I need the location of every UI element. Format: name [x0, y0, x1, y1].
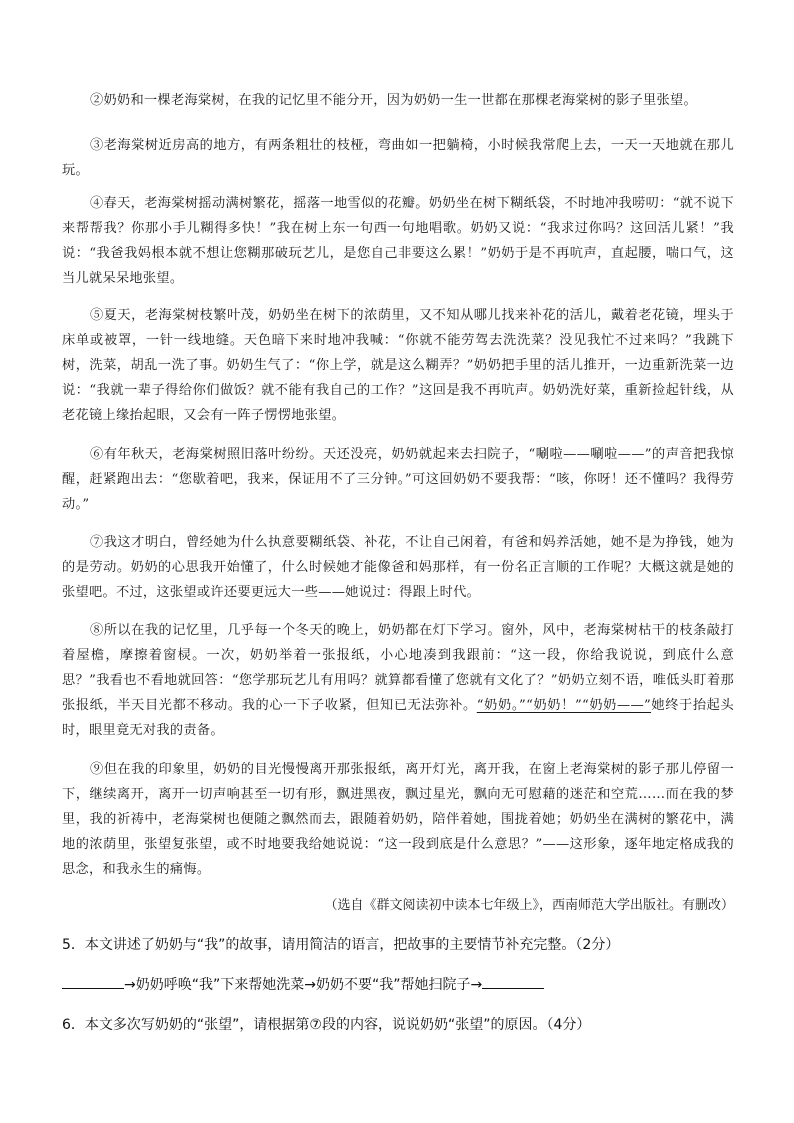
- underlined-quote: “奶奶。”“奶奶！”“奶奶——”: [476, 698, 652, 713]
- paragraph-3: ③老海棠树近房高的地方，有两条粗壮的枝桠，弯曲如一把躺椅，小时候我常爬上去，一天一天地就在那儿玩。: [62, 138, 734, 178]
- paragraph-8-end: 她终于抬起头时，眼里竟无对我的责备。: [62, 698, 734, 738]
- answer-blank-start[interactable]: [62, 974, 124, 989]
- answer-blank-end[interactable]: [482, 974, 544, 989]
- plot-sequence-text: →奶奶呼唤“我”下来帮她洗菜→奶奶不要“我”帮她扫院子→: [124, 977, 483, 993]
- paragraph-9: ⑨但在我的印象里，奶奶的目光慢慢离开那张报纸，离开灯光，离开我，在窗上老海棠树的影子那儿停留一下，继续离开，离开一切声响甚至一切有形，飘进黑夜，飘过星光，飘向无可慰藉的迷茫和空荒……而在我的梦里，我的祈祷中，老海棠树也便随之飘然而去，跟随着奶奶，陪伴着她，围拢着她；奶奶坐在满树的繁花中，满地的浓荫里，张望复张望，或不时地要我给她说说：“这一段到底是什么意思？”——这形象，逐年地定格成我的思念，和我永生的痛悔。: [62, 762, 734, 877]
- question-5: 5．本文讲述了奶奶与“我”的故事，请用简洁的语言，把故事的主要情节补充完整。（2分）: [62, 937, 620, 953]
- question-6: 6．本文多次写奶奶的“张望”，请根据第⑦段的内容，说说奶奶“张望”的原因。（4分）: [62, 1017, 591, 1033]
- paragraph-7: ⑦我这才明白，曾经她为什么执意要糊纸袋、补花，不让自己闲着，有爸和妈养活她，她不是为挣钱，她为的是劳动。奶奶的心思我开始懂了，什么时候她才能像爸和妈那样，有一份名正言顺的工作呢？大概这就是她的张望吧。不过，这张望或许还要更远大一些——她说过：得跟上时代。: [62, 535, 734, 600]
- paragraph-8: [62, 618, 734, 743]
- paragraph-6: ⑥有年秋天，老海棠树照旧落叶纷纷。天还没亮，奶奶就起来去扫院子，“唰啦——唰啦——”的声音把我惊醒，赶紧跑出去：“您歇着吧，我来，保证用不了三分钟。”可这回奶奶不要我帮：“咳，你呀！还不懂吗？我得劳动。”: [62, 447, 734, 512]
- paragraph-5: ⑤夏天，老海棠树枝繁叶茂，奶奶坐在树下的浓荫里，又不知从哪儿找来补花的活儿，戴着老花镜，埋头于床单或被罩，一针一线地缝。天色暗下来时地冲我喊：“你就不能劳驾去洗洗菜？没见我忙不过来吗？”我跳下树，洗菜，胡乱一洗了事。奶奶生气了：“你上学，就是这么糊弄？”奶奶把手里的活儿推开，一边重新洗菜一边说：“我就一辈子得给你们做饭？就不能有我自己的工作？”这回是我不再吭声。奶奶洗好菜，重新捡起针线，从老花镜上缘抬起眼，又会有一阵子愣愣地张望。: [62, 308, 734, 423]
- paragraph-8-text: ⑧所以在我的记忆里，几乎每一个冬天的晚上，奶奶都在灯下学习。窗外，风中，老海棠树枯干的枝条敲打着屋檐，摩擦着窗棂。一次，奶奶举着一张报纸，小心地凑到我跟前：“这一段，你给我说说，到底什么意思？”我看也不看地就回答：“您学那玩艺儿有用吗？就算都看懂了您就有文化了？”奶奶立刻不语，唯低头盯着那张报纸，半天目光都不移动。我的心一下子收紧，但知已无法弥补。: [62, 623, 734, 713]
- source-citation: （选自《群文阅读初中读本七年级上》，西南师范大学出版社。有删改）: [324, 898, 734, 913]
- paragraph-2: ②奶奶和一棵老海棠树，在我的记忆里不能分开，因为奶奶一生一世都在那棵老海棠树的影子里张望。: [90, 93, 697, 108]
- paragraph-4: ④春天，老海棠树摇动满树繁花，摇落一地雪似的花瓣。奶奶坐在树下糊纸袋，不时地冲我唠叨：“就不说下来帮帮我？你那小手儿糊得多快！”我在树上东一句西一句地唱歌。奶奶又说：“我求过你吗？这回活儿紧！”我说：“我爸我妈根本就不想让您糊那破玩艺儿，是您自己非要这么累！”奶奶于是不再吭声，直起腰，喘口气，这当儿就呆呆地张望。: [62, 196, 734, 286]
- question-5-answer-line: [62, 974, 742, 996]
